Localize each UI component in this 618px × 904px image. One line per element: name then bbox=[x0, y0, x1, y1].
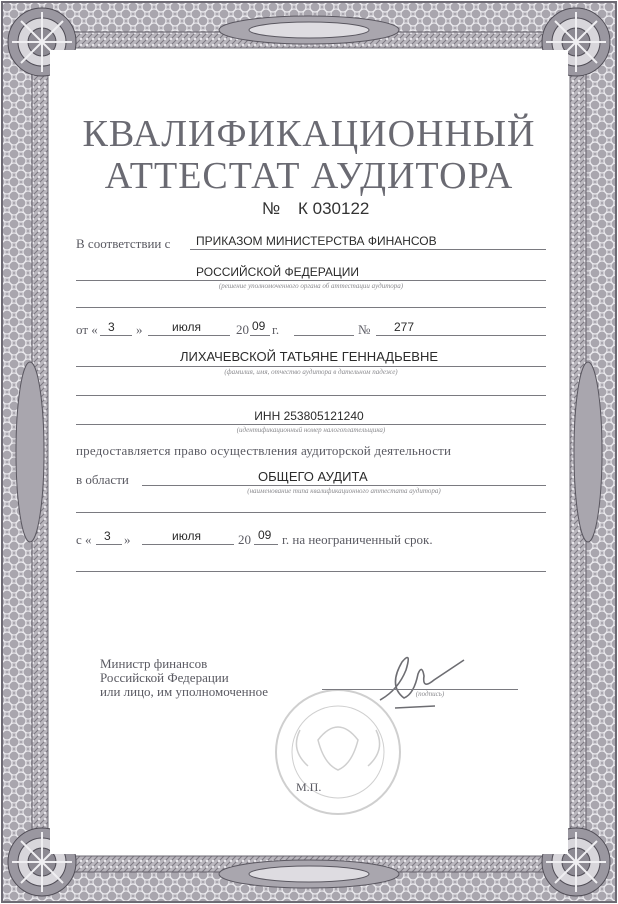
validity-day: 3 bbox=[104, 529, 111, 543]
basis-value-line2: РОССИЙСКОЙ ФЕДЕРАЦИИ bbox=[196, 265, 360, 279]
signatory-line3: или лицо, им уполномоченное bbox=[100, 684, 269, 699]
certificate-title-line1: КВАЛИФИКАЦИОННЫЙ bbox=[82, 113, 536, 155]
holder-name-caption: (фамилия, имя, отчество аудитора в дательном падеже) bbox=[224, 368, 398, 376]
stamp-label: М.П. bbox=[296, 780, 322, 794]
validity-year-prefix: 20 bbox=[238, 532, 251, 547]
decision-date-close-quote: » bbox=[136, 322, 143, 337]
right-text: предоставляется право осуществления аудиторской деятельности bbox=[76, 443, 452, 458]
area-value: ОБЩЕГО АУДИТА bbox=[258, 469, 368, 484]
decision-month: июля bbox=[172, 320, 201, 334]
area-label: в области bbox=[76, 472, 129, 487]
validity-month: июля bbox=[172, 529, 201, 543]
holder-inn: ИНН 253805121240 bbox=[254, 409, 364, 423]
inn-caption: (идентификационный номер налогоплательщика) bbox=[236, 426, 386, 434]
validity-close-quote: » bbox=[124, 532, 131, 547]
validity-prefix: с « bbox=[76, 532, 92, 547]
area-caption: (наименование типа квалификационного аттестата аудитора) bbox=[247, 487, 441, 495]
decision-day: 3 bbox=[108, 320, 115, 334]
decision-year-suffix: 09 bbox=[252, 319, 266, 333]
decision-date-prefix: от « bbox=[76, 322, 98, 337]
order-number: 277 bbox=[394, 320, 415, 334]
number-sign: № bbox=[262, 199, 281, 218]
certificate-title-line2: АТТЕСТАТ АУДИТОРА bbox=[104, 155, 514, 197]
validity-year-suffix: 09 bbox=[258, 528, 272, 542]
decision-year-prefix: 20 bbox=[236, 322, 249, 337]
signatory-line1: Министр финансов bbox=[100, 656, 208, 671]
basis-label: В соответствии с bbox=[76, 236, 171, 251]
basis-caption: (решение уполномоченного органа об аттестации аудитора) bbox=[218, 282, 404, 290]
validity-suffix: г. на неограниченный срок. bbox=[282, 532, 433, 547]
signature-caption: (подпись) bbox=[415, 690, 445, 698]
signatory-line2: Российской Федерации bbox=[100, 670, 229, 685]
certificate-number: К 030122 bbox=[298, 199, 370, 218]
decision-year-unit: г. bbox=[272, 322, 280, 337]
holder-name: ЛИХАЧЕВСКОЙ ТАТЬЯНЕ ГЕННАДЬЕВНЕ bbox=[179, 349, 439, 364]
basis-value-line1: ПРИКАЗОМ МИНИСТЕРСТВА ФИНАНСОВ bbox=[196, 234, 437, 248]
decision-no-sign: № bbox=[358, 322, 371, 337]
